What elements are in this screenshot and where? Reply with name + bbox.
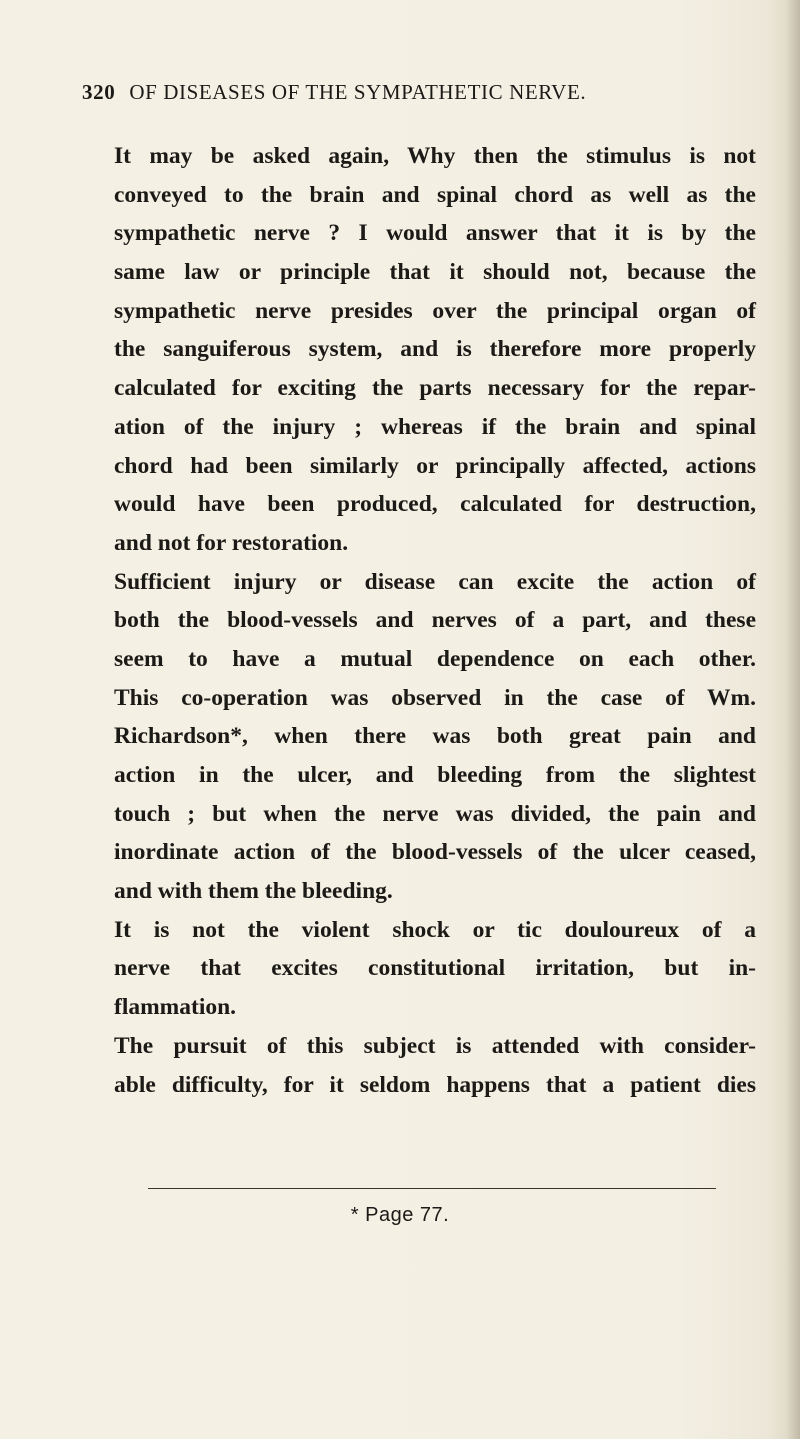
text-line: Richardson*, when there was both great pain and (114, 723, 756, 750)
text-line: able difficulty, for it seldom happens that a patient dies (114, 1071, 756, 1098)
text-line: Sufficient injury or disease can excite the action of (114, 568, 756, 595)
text-line: ation of the injury ; whereas if the brain and spinal (114, 413, 756, 440)
body-text (114, 137, 756, 1104)
text-line: inordinate action of the blood-vessels of the ulcer ceased, (114, 839, 756, 866)
text-line: sympathetic nerve presides over the principal organ of (114, 297, 756, 324)
text-line: the sanguiferous system, and is therefore more properly (114, 336, 756, 363)
text-line: conveyed to the brain and spinal chord as well as the (114, 181, 756, 208)
text-line: same law or principle that it should not, because the (114, 259, 756, 286)
text-line: It is not the violent shock or tic douloureux of a (114, 916, 756, 943)
text-line: sympathetic nerve ? I would answer that it is by the (114, 220, 756, 247)
text-line: chord had been similarly or principally affected, actions (114, 452, 756, 479)
text-line: touch ; but when the nerve was divided, the pain and (114, 800, 756, 827)
text-line: and with them the bleeding. (114, 878, 393, 905)
footnote-rule (148, 1188, 716, 1189)
text-line: It may be asked again, Why then the stimulus is not (114, 143, 756, 169)
text-line: This co-operation was observed in the case of Wm. (114, 684, 756, 711)
text-line: and not for restoration. (114, 529, 349, 556)
text-line: The pursuit of this subject is attended with consider- (114, 1032, 756, 1059)
text-line: both the blood-vessels and nerves of a part, and these (114, 607, 756, 634)
running-head (82, 80, 702, 105)
page-number: 320 (82, 80, 116, 104)
footnote: * Page 77. (350, 1204, 450, 1226)
text-line: calculated for exciting the parts necessary for the repar- (114, 375, 756, 402)
text-line: flammation. (114, 994, 237, 1021)
text-line: action in the ulcer, and bleeding from the slightest (114, 762, 756, 788)
text-line: seem to have a mutual dependence on each other. (114, 645, 756, 672)
running-title: OF DISEASES OF THE SYMPATHETIC NERVE. (129, 80, 587, 104)
text-line: nerve that excites constitutional irritation, but in- (114, 955, 756, 982)
text-line: would have been produced, calculated for destruction, (114, 491, 756, 518)
